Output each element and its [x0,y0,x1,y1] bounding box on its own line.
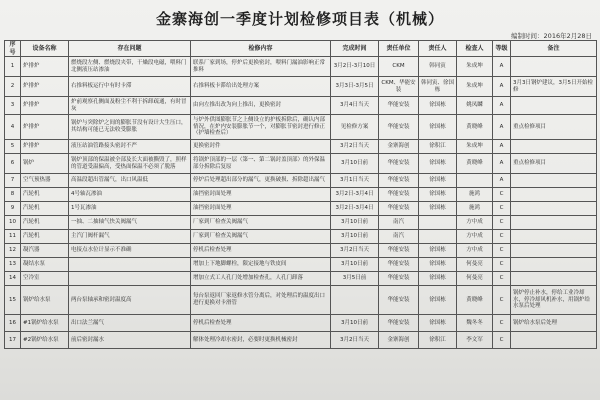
completion-time-cell: 见检修方案 [331,115,379,140]
remarks-cell [511,97,597,115]
row-number-cell: 13 [5,258,21,272]
inspector-cell: 朱成坤 [457,77,493,97]
responsible-person-cell: 徐国栋 [419,115,457,140]
table-row [5,332,597,349]
responsible-person-cell: 徐国栋 [419,244,457,258]
row-number-cell: 4 [5,115,21,140]
compile-date: 编制时间：2016年2月28日 [511,32,592,40]
row-number-cell: 17 [5,332,21,349]
responsible-person-cell: 徐国栋 [419,202,457,216]
table-row [5,244,597,258]
inspector-cell: 黄晓峰 [457,286,493,315]
row-number-cell: 10 [5,216,21,230]
completion-time-cell: 3月2日-3月4日 [331,188,379,202]
header-cell: 备注 [511,41,597,57]
table-row [5,174,597,188]
completion-time-cell: 3月2日当天 [331,244,379,258]
inspector-cell: 何曼亮 [457,272,493,286]
repair-content-cell: 右推料板卡滞给出处理方案 [191,77,331,97]
inspector-cell: 施鸿 [457,188,493,202]
responsible-unit-cell: 华能安装 [379,154,419,174]
row-number-cell: 11 [5,230,21,244]
equipment-cell: 炉排炉 [21,57,69,77]
table-header-row [5,41,597,57]
completion-time-cell: 3月10日前 [331,216,379,230]
repair-content-cell: 增加上下地脚螺栓，限定接地与铁皮间 [191,258,331,272]
completion-time-cell: 3月3日-3月5日 [331,77,379,97]
grade-cell: C [493,230,511,244]
table-row [5,57,597,77]
table-row [5,97,597,115]
repair-content-cell: 增加立式工人孔门处增加检查孔，人孔门卸落 [191,272,331,286]
responsible-unit-cell: 金寨海创 [379,140,419,154]
repair-content-cell: 油挡密封面处理 [191,202,331,216]
row-number-cell: 5 [5,140,21,154]
problem-cell: 炉前观察孔侧面及粉尘不利于拆卸疏通，有时冒灰 [69,97,191,115]
responsible-person-cell: 韩同寅、徐国栋 [419,77,457,97]
table-row [5,202,597,216]
inspector-cell: 方中成 [457,216,493,230]
responsible-person-cell: 徐国栋 [419,97,457,115]
completion-time-cell: 3月2日当天 [331,332,379,349]
row-number-cell: 7 [5,174,21,188]
repair-content-cell: 每台泵返回厂家返修水管分离后，对处理后的温度出口进行更换对卡滑管 [191,286,331,315]
inspector-cell: 朱成坤 [457,140,493,154]
grade-cell: A [493,115,511,140]
equipment-cell: #1锅炉给水泵 [21,315,69,332]
inspector-cell [457,174,493,188]
responsible-person-cell: 韩同寅 [419,57,457,77]
table-row [5,154,597,174]
repair-content-cell: 厂家到厂检查关阀漏气 [191,216,331,230]
remarks-cell [511,216,597,230]
repair-content-cell: 由向左推出改为向上推出，更换密封 [191,97,331,115]
responsible-unit-cell: 华能安装 [379,188,419,202]
responsible-unit-cell: 华能安装 [379,315,419,332]
table-row [5,115,597,140]
table-row [5,188,597,202]
equipment-cell: 汽轮机 [21,188,69,202]
problem-cell: 出口法兰漏气 [69,315,191,332]
repair-content-cell: 将锅炉顶部的一层（第一、第二锅封盖顶部）的外保温部分拆除后复原 [191,154,331,174]
row-number-cell: 6 [5,154,21,174]
table-row [5,315,597,332]
equipment-cell: 锅炉给水泵 [21,286,69,315]
grade-cell: C [493,315,511,332]
repair-content-cell: 与炉外供图膨胀节之上侧设立的护板拆除后，确认内部情况，在炉内安装膨胀节一个，对膨胀节密封进行修正（护墙检查后） [191,115,331,140]
completion-time-cell: 3月10日前 [331,154,379,174]
responsible-person-cell: 徐国栋 [419,272,457,286]
row-number-cell: 2 [5,77,21,97]
row-number-cell: 3 [5,97,21,115]
remarks-cell: 3月3日钢炉建议，3月5日开始检修 [511,77,597,97]
header-cell: 序号 [5,41,21,57]
responsible-unit-cell: 华能安装 [379,97,419,115]
equipment-cell: 炉排炉 [21,97,69,115]
row-number-cell: 15 [5,286,21,315]
completion-time-cell: 3月2日当天 [331,140,379,154]
problem-cell [69,272,191,286]
row-number-cell: 14 [5,272,21,286]
responsible-unit-cell: 南汽 [379,230,419,244]
completion-time-cell: 3月2日-3月4日 [331,202,379,216]
grade-cell: C [493,332,511,349]
grade-cell: C [493,258,511,272]
equipment-cell: 炉排炉 [21,77,69,97]
responsible-person-cell: 徐国栋 [419,258,457,272]
equipment-cell: #2锅炉给水泵 [21,332,69,349]
responsible-unit-cell: 华能安装 [379,258,419,272]
header-cell: 责任人 [419,41,457,57]
completion-time-cell: 3月1日当天 [331,174,379,188]
table-row [5,258,597,272]
table-row [5,272,597,286]
remarks-cell [511,202,597,216]
responsible-unit-cell: 华能安装 [379,115,419,140]
responsible-unit-cell: 华能安装 [379,202,419,216]
problem-cell: 电接点水位计显示不准确 [69,244,191,258]
completion-time-cell: 3月4日当天 [331,97,379,115]
header-cell: 完成时间 [331,41,379,57]
repair-content-cell: 厂家到厂检查关阀漏气 [191,230,331,244]
responsible-person-cell: 徐国栋 [419,315,457,332]
responsible-unit-cell: 华能安装 [379,286,419,315]
grade-cell: C [493,216,511,230]
completion-time-cell: 3月10日前 [331,258,379,272]
grade-cell: C [493,244,511,258]
problem-cell [69,258,191,272]
problem-cell: 主汽门阀杆漏气 [69,230,191,244]
completion-time-cell: 3月2日-3月10日 [331,57,379,77]
header-cell: 设备名称 [21,41,69,57]
repair-content-cell: 停机后检查处理 [191,315,331,332]
responsible-person-cell: 徐国栋 [419,286,457,315]
inspector-cell: 朱成坤 [457,57,493,77]
repair-content-cell: 停炉后处理超出部分的漏气，更换破损、拆除超出漏气 [191,174,331,188]
grade-cell: A [493,154,511,174]
table-row [5,286,597,315]
inspector-cell: 李文军 [457,332,493,349]
problem-cell: 1号瓦渗油 [69,202,191,216]
inspector-cell: 黄晓峰 [457,154,493,174]
problem-cell: 4号轴瓦渗油 [69,188,191,202]
inspector-cell: 黄晓峰 [457,115,493,140]
grade-cell: C [493,202,511,216]
header-cell: 责任单位 [379,41,419,57]
header-cell: 检修内容 [191,41,331,57]
inspector-cell: 魏冬冬 [457,315,493,332]
responsible-unit-cell: CKM、华能安装 [379,77,419,97]
maintenance-table [4,40,597,349]
responsible-unit-cell: 金寨海创 [379,332,419,349]
responsible-unit-cell: 南汽 [379,216,419,230]
grade-cell: C [493,286,511,315]
equipment-cell: 炉排炉 [21,115,69,140]
row-number-cell: 1 [5,57,21,77]
problem-cell: 高温段超出管漏气，出口风温低 [69,174,191,188]
remarks-cell [511,140,597,154]
inspector-cell: 姚凤麟 [457,97,493,115]
grade-cell: C [493,188,511,202]
repair-content-cell: 解体处理冷却水密封，必要时更换机械密封 [191,332,331,349]
row-number-cell: 12 [5,244,21,258]
header-cell: 等级 [493,41,511,57]
row-number-cell: 16 [5,315,21,332]
inspector-cell: 何曼亮 [457,258,493,272]
responsible-person-cell [419,230,457,244]
remarks-cell: 锅炉给水泵后处理 [511,315,597,332]
problem-cell: 右推料板运行中有时卡滞 [69,77,191,97]
equipment-cell: 汽轮机 [21,202,69,216]
repair-content-cell: 更换密封件 [191,140,331,154]
remarks-cell [511,188,597,202]
responsible-unit-cell: 华能安装 [379,174,419,188]
row-number-cell: 9 [5,202,21,216]
completion-time-cell [331,286,379,315]
problem-cell: 燃烧段左侧、燃烧段夹带，干燥段电磁，喂料门北侧液压站渗油 [69,57,191,77]
remarks-cell [511,230,597,244]
completion-time-cell: 3月10日前 [331,315,379,332]
inspector-cell: 方中成 [457,244,493,258]
problem-cell: 一抽、二抽轴气快关阀漏气 [69,216,191,230]
grade-cell: A [493,140,511,154]
equipment-cell: 炉排炉 [21,140,69,154]
remarks-cell: 锅炉停止补水，停给工业冷却水，停冷却风机补水，用锅炉给水泵后处理 [511,286,597,315]
repair-content-cell: 油挡密封面处理 [191,188,331,202]
problem-cell: 锅炉顶部的保温被全部及长大面被撕毁了，照样的管道受温偏高，受热面保温不必须了脱落 [69,154,191,174]
problem-cell: 锅炉与突除炉之间的膨胀节没有设计大生压口，其结构可能已无法收受膨胀 [69,115,191,140]
responsible-person-cell: 徐国栋 [419,174,457,188]
remarks-cell [511,57,597,77]
responsible-unit-cell: CKM [379,57,419,77]
completion-time-cell: 3月5日前 [331,272,379,286]
remarks-cell [511,332,597,349]
table-row [5,77,597,97]
inspector-cell: 方中成 [457,230,493,244]
grade-cell: C [493,272,511,286]
grade-cell: A [493,77,511,97]
problem-cell: 液压站油管路接头密封不严 [69,140,191,154]
inspector-cell: 施鸿 [457,202,493,216]
completion-time-cell: 3月10日前 [331,230,379,244]
problem-cell: 前后密封漏水 [69,332,191,349]
problem-cell: 两台泵轴承和密封温度高 [69,286,191,315]
remarks-cell [511,258,597,272]
table-row [5,140,597,154]
remarks-cell: 重点检修项目 [511,154,597,174]
responsible-person-cell: 徐积江 [419,332,457,349]
responsible-person-cell: 徐国栋 [419,154,457,174]
equipment-cell: 空冷室 [21,272,69,286]
equipment-cell: 汽轮机 [21,216,69,230]
grade-cell: A [493,174,511,188]
header-cell: 检查人 [457,41,493,57]
remarks-cell [511,272,597,286]
table-row [5,230,597,244]
remarks-cell: 重点检修项目 [511,115,597,140]
table-row [5,216,597,230]
responsible-unit-cell: 华能安装 [379,244,419,258]
responsible-person-cell: 徐国栋 [419,188,457,202]
remarks-cell [511,174,597,188]
equipment-cell: 凝汽器 [21,244,69,258]
responsible-person-cell [419,216,457,230]
document-title: 金寨海创一季度计划检修项目表（机械） [155,10,444,28]
repair-content-cell: 停机后检查处理 [191,244,331,258]
equipment-cell: 锅炉 [21,154,69,174]
remarks-cell [511,244,597,258]
equipment-cell: 空气预热器 [21,174,69,188]
equipment-cell: 汽轮机 [21,230,69,244]
responsible-unit-cell: 华能安装 [379,272,419,286]
grade-cell: A [493,97,511,115]
repair-content-cell: 联系厂家到场，停炉后更换密封，喂料门漏油影响正常推料 [191,57,331,77]
equipment-cell: 凝结水泵 [21,258,69,272]
row-number-cell: 8 [5,188,21,202]
responsible-person-cell: 徐积江 [419,140,457,154]
grade-cell: A [493,57,511,77]
header-cell: 存在问题 [69,41,191,57]
